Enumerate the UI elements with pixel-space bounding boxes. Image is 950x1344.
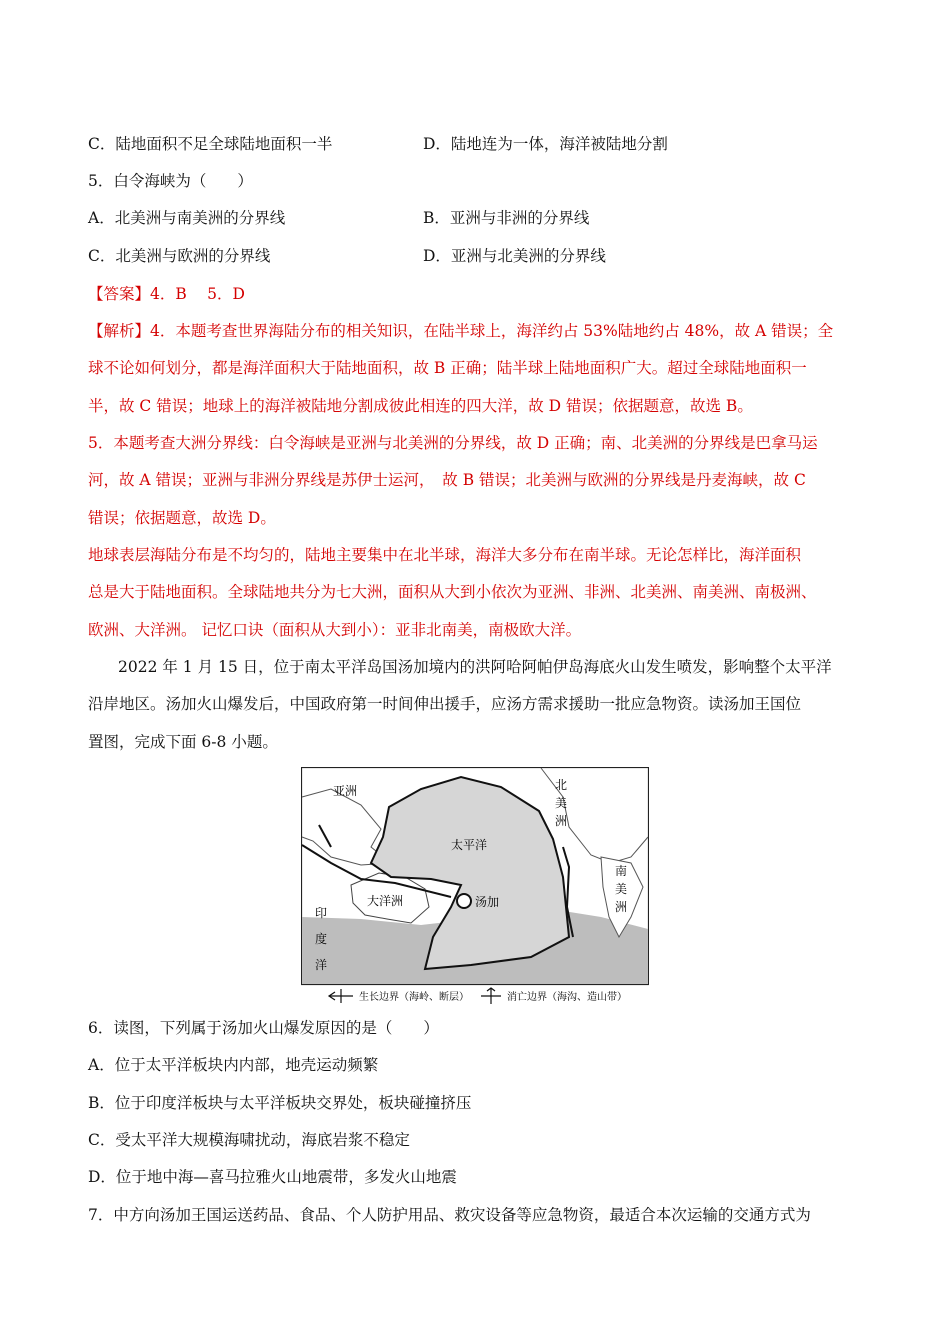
analysis-line-7: 地球表层海陆分布是不均匀的，陆地主要集中在北半球，海洋大多分布在南半球。无论怎样比，海洋面积 — [88, 546, 802, 564]
analysis-line-2: 球不论如何划分，都是海洋面积大于陆地面积，故 B 正确；陆半球上陆地面积广大。超过全球陆地面积一 — [88, 359, 807, 377]
label-indian-ocean-2: 度 — [315, 932, 328, 946]
passage-line-2: 沿岸地区。汤加火山爆发后，中国政府第一时间伸出援手，应汤方需求援助一批应急物资。读汤加王国位 — [88, 695, 802, 713]
label-indian-ocean-3: 洋 — [315, 958, 328, 972]
q5-option-d: D．亚洲与北美洲的分界线 — [423, 247, 606, 265]
label-south-america-2: 美 — [615, 882, 628, 896]
q5-stem: 5．白令海峡为（ ） — [88, 172, 253, 190]
label-oceania: 大洋洲 — [367, 894, 404, 908]
tonga-marker — [457, 894, 471, 908]
analysis-line-4: 5．本题考查大洲分界线：白令海峡是亚洲与北美洲的分界线，故 D 正确；南、北美洲的分界线是巴拿马运 — [88, 434, 818, 452]
q6-option-a: A．位于太平洋板块内内部，地壳运动频繁 — [88, 1056, 379, 1074]
analysis-line-1: 【解析】4．本题考查世界海陆分布的相关知识，在陆半球上，海洋约占 53%陆地约占 48%，故 A 错误；全 — [88, 322, 834, 340]
label-north-america-3: 洲 — [555, 814, 568, 828]
answer-line: 【答案】4．B 5．D — [88, 285, 245, 303]
analysis-line-6: 错误；依据题意，故选 D。 — [88, 509, 276, 527]
analysis-line-8: 总是大于陆地面积。全球陆地共分为七大洲，面积从大到小依次为亚洲、非洲、北美洲、南美洲、南极洲、 — [88, 583, 817, 601]
q4-option-d: D．陆地连为一体，海洋被陆地分割 — [423, 135, 668, 153]
tonga-location-map — [301, 767, 649, 1007]
growth-boundary-symbol — [329, 989, 353, 1003]
analysis-line-9: 欧洲、大洋洲。 记忆口诀（面积从大到小）：亚非北南美，南极欧大洋。 — [88, 621, 582, 639]
q5-option-a: A．北美洲与南美洲的分界线 — [88, 209, 286, 227]
q6-stem: 6．读图，下列属于汤加火山爆发原因的是（ ） — [88, 1019, 439, 1037]
q5-option-c: C．北美洲与欧洲的分界线 — [88, 247, 271, 265]
q6-option-b: B．位于印度洋板块与太平洋板块交界处，板块碰撞挤压 — [88, 1094, 472, 1112]
passage-line-1: 2022 年 1 月 15 日，位于南太平洋岛国汤加境内的洪阿哈阿帕伊岛海底火山发生喷发，影响整个太平洋 — [118, 658, 832, 676]
label-asia: 亚洲 — [333, 784, 358, 798]
label-north-america-1: 北 — [555, 778, 568, 792]
label-north-america-2: 美 — [555, 796, 568, 810]
label-indian-ocean-1: 印 — [315, 906, 328, 920]
legend-subduction-label: 消亡边界（海沟、造山带） — [507, 992, 627, 1003]
q4-option-c: C．陆地面积不足全球陆地面积一半 — [88, 135, 333, 153]
label-pacific: 太平洋 — [451, 838, 488, 852]
analysis-line-3: 半，故 C 错误；地球上的海洋被陆地分割成彼此相连的四大洋，故 D 错误；依据题意，故选 B。 — [88, 397, 753, 415]
q6-option-c: C．受太平洋大规模海啸扰动，海底岩浆不稳定 — [88, 1131, 410, 1149]
label-tonga: 汤加 — [475, 895, 500, 909]
legend-growth — [329, 989, 469, 1003]
legend-growth-label: 生长边界（海岭、断层） — [359, 992, 469, 1003]
passage-line-3: 置图，完成下面 6-8 小题。 — [88, 733, 278, 751]
legend-subduction — [481, 988, 627, 1004]
label-south-america-1: 南 — [615, 864, 628, 878]
q6-option-d: D．位于地中海—喜马拉雅火山地震带，多发火山地震 — [88, 1168, 457, 1186]
label-south-america-3: 洲 — [615, 900, 628, 914]
subduction-boundary-symbol — [481, 988, 501, 1004]
analysis-line-5: 河，故 A 错误；亚洲与非洲分界线是苏伊士运河， 故 B 错误；北美洲与欧洲的分界线是丹麦海峡，故 C — [88, 471, 806, 489]
q5-option-b: B．亚洲与非洲的分界线 — [423, 209, 590, 227]
q7-stem: 7．中方向汤加王国运送药品、食品、个人防护用品、救灾设备等应急物资，最适合本次运输的交通方式为 — [88, 1206, 811, 1224]
